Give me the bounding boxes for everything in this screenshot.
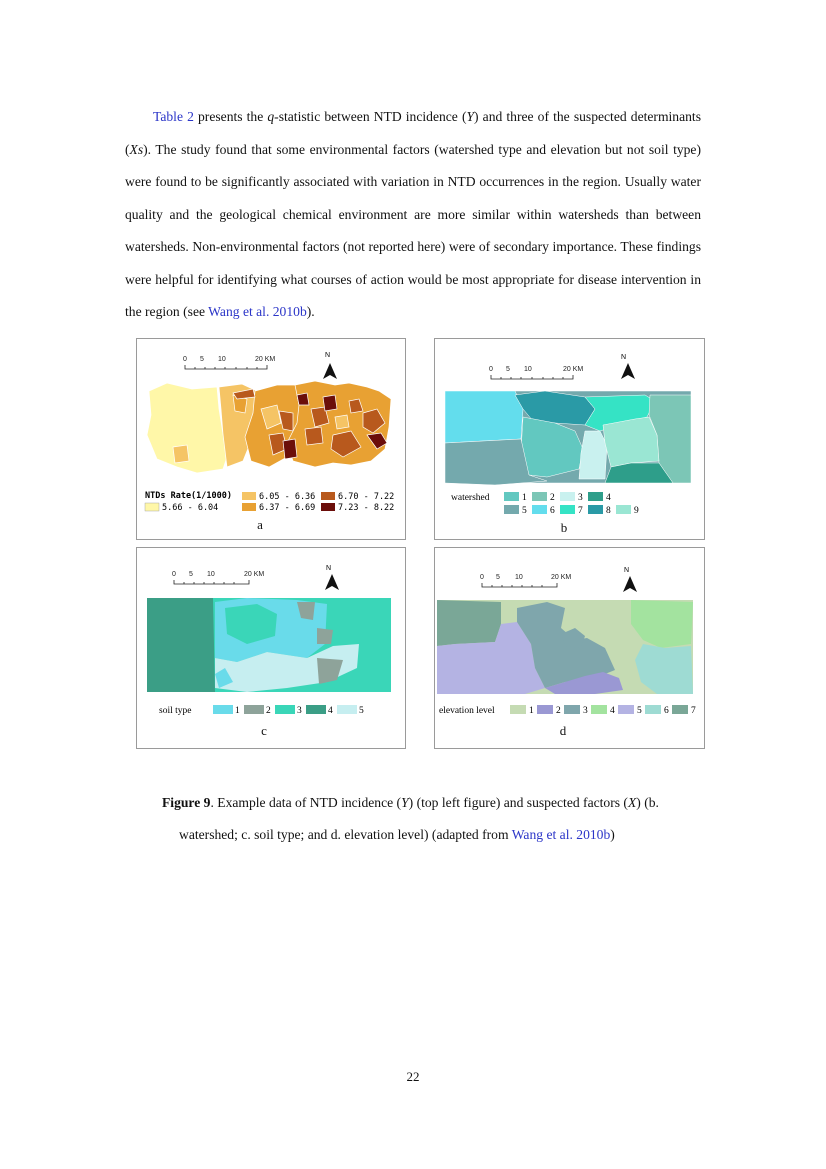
legend-swatch-2 [532,492,547,501]
legend-swatch-4 [588,492,603,501]
north-arrow-icon [623,567,637,592]
legend-label-1: 1 [235,706,240,716]
legend-swatch-5 [321,503,335,511]
caption-text: ) [610,827,615,842]
map-a-svg [137,339,405,539]
legend-swatch-2 [242,492,256,500]
legend-title: elevation level [439,706,495,716]
legend-swatch-3 [560,492,575,501]
legend-label-3: 6.37 - 6.69 [259,503,316,513]
legend-swatch-4 [591,705,607,714]
scale-5: 5 [189,571,193,578]
legend-label-1: 1 [529,706,534,716]
paragraph-text: ). [306,304,315,319]
legend-label-2: 2 [550,493,555,503]
citation-link[interactable]: Wang et al. 2010b [208,304,307,319]
caption-text: ) (b. [636,795,659,810]
map-b-svg [435,339,704,539]
legend-swatch-3 [275,705,295,714]
panel-letter-c: c [261,723,267,738]
legend-swatch-4 [321,492,335,500]
map-panel-d [434,547,705,749]
scale-5: 5 [200,356,204,363]
legend-label-4: 4 [328,706,333,716]
scale-0: 0 [480,574,484,581]
paragraph-text: -statistic between NTD incidence ( [274,109,467,124]
paragraph-text: presents the [193,109,268,124]
legend-label-5: 5 [359,706,364,716]
legend-swatch-9 [616,505,631,514]
legend-c [159,705,364,716]
caption-text: watershed; c. soil type; and d. elevation level) (adapted from [179,827,512,842]
legend-swatch-1 [510,705,526,714]
legend-swatch-5 [337,705,357,714]
elevation-map [437,600,693,694]
legend-label-4: 6.70 - 7.22 [338,492,395,502]
panel-letter-d: d [559,723,567,738]
north-label: N [621,354,627,361]
legend-label-2: 6.05 - 6.36 [259,492,316,502]
page-number: 22 [406,1069,420,1084]
north-arrow-icon [621,354,635,379]
legend-swatch-5 [618,705,634,714]
legend-label-4: 4 [606,493,611,503]
citation-link[interactable]: Wang et al. 2010b [511,827,611,842]
legend-swatch-4 [306,705,326,714]
legend-b [451,492,639,516]
map-panel-a [136,338,406,540]
scale-10: 10 [515,574,523,581]
scale-5: 5 [496,574,500,581]
legend-swatch-2 [244,705,264,714]
legend-title: soil type [159,706,192,716]
scale-10: 10 [524,366,532,373]
map-panel-b [434,338,705,540]
legend-label-8: 8 [606,506,611,516]
caption-text: ) (top left figure) and suspected factors ( [408,795,628,810]
panel-letter-a: a [257,517,263,532]
choropleth-ntd [147,381,391,473]
scale-0: 0 [172,571,176,578]
legend-d [439,705,696,716]
body-paragraph [125,101,701,329]
paragraph-text: ) and three of the suspected determinants ( [125,109,701,157]
caption-text: . Example data of NTD incidence ( [210,795,402,810]
legend-title: NTDs Rate(1/1000) [145,491,232,501]
legend-label-7: 7 [578,506,583,516]
legend-swatch-1 [504,492,519,501]
scale-20: 20 KM [255,356,276,363]
y-symbol: Y [466,109,475,124]
scale-bar [183,356,275,369]
scale-10: 10 [218,356,226,363]
scale-20: 20 KM [563,366,584,373]
scale-0: 0 [183,356,187,363]
caption-line-2 [162,819,722,851]
legend-swatch-8 [588,505,603,514]
scale-20: 20 KM [244,571,265,578]
north-label: N [325,352,331,359]
scale-bar [172,571,264,584]
legend-swatch-6 [645,705,661,714]
legend-label-9: 9 [634,506,639,516]
legend-swatch-7 [560,505,575,514]
north-label: N [326,565,332,572]
legend-label-5: 5 [637,706,642,716]
soil-type-map [147,598,391,692]
scale-10: 10 [207,571,215,578]
legend-swatch-1 [145,503,159,511]
scale-5: 5 [506,366,510,373]
scale-bar [489,366,583,379]
legend-label-3: 3 [297,706,302,716]
q-symbol: q [267,109,275,124]
map-c-svg [137,548,405,748]
legend-label-1: 1 [522,493,527,503]
legend-label-2: 2 [266,706,271,716]
xs-symbol: Xs [129,141,144,157]
legend-title: watershed [451,493,490,503]
legend-swatch-6 [532,505,547,514]
watershed-map [445,391,691,485]
north-label: N [624,567,630,574]
legend-swatch-7 [672,705,688,714]
legend-label-3: 3 [578,493,583,503]
figure-caption [162,787,722,851]
legend-swatch-3 [564,705,580,714]
y-symbol: Y [401,795,409,810]
legend-label-6: 6 [664,706,669,716]
figure-label: Figure 9 [162,795,211,810]
scale-20: 20 KM [551,574,572,581]
legend-swatch-3 [242,503,256,511]
scale-bar [480,574,571,587]
legend-label-5: 5 [522,506,527,516]
panel-letter-b: b [560,520,568,535]
legend-label-3: 3 [583,706,588,716]
map-panel-c [136,547,406,749]
scale-0: 0 [489,366,493,373]
legend-label-4: 4 [610,706,615,716]
legend-swatch-1 [213,705,233,714]
x-symbol: X [627,795,637,810]
legend-a [145,491,394,513]
legend-label-2: 2 [556,706,561,716]
north-arrow-icon [323,352,337,379]
map-d-svg [435,548,704,748]
north-arrow-icon [325,565,339,590]
legend-label-6: 6 [550,506,555,516]
legend-label-5: 7.23 - 8.22 [338,503,395,513]
table-2-link[interactable]: Table 2 [153,109,194,124]
legend-swatch-2 [537,705,553,714]
legend-label-1: 5.66 - 6.04 [162,503,219,513]
legend-swatch-5 [504,505,519,514]
legend-label-7: 7 [691,706,696,716]
paragraph-text: ). The study found that some environmental factors (watershed type and elevation but not soil type) were found to be significantly associated with variation in NTD occurrences in the region. Usually water quality and the geological chemical environment are more similar within watersheds than between watersheds. Non-environmental factors (not reported here) were of secondary importance. These findings were helpful for identifying what courses of action would be most appropriate for disease intervention in the region (see [125,141,701,319]
